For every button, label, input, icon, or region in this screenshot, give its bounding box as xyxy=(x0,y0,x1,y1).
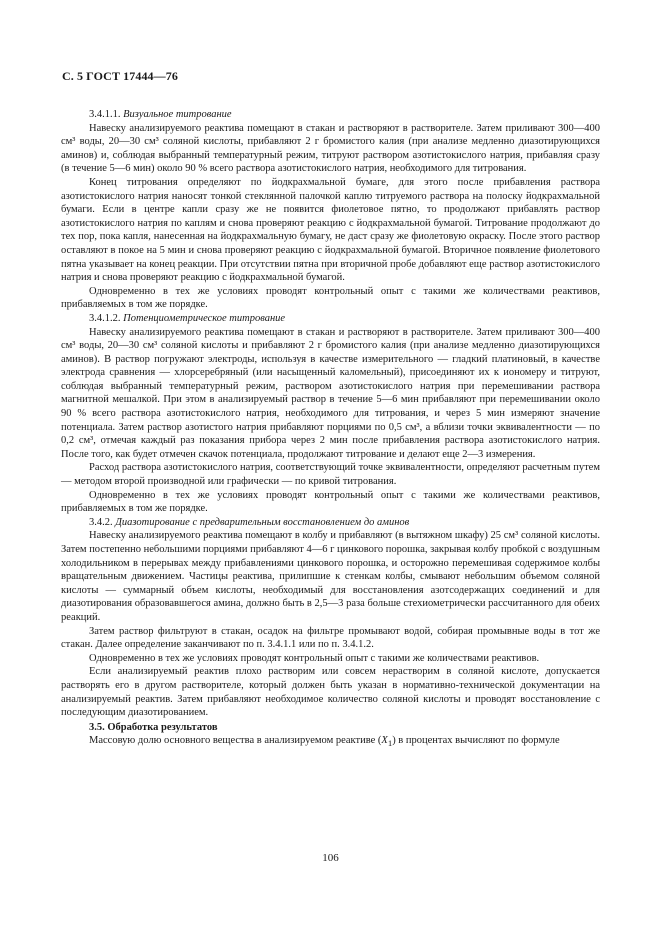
paragraph: Затем раствор фильтруют в стакан, осадок на фильтре промывают водой, собирая промывные воды в тот же стакан. Далее определение заканчивают по п. 3.4.1.1 или по п. 3.4.1.2. xyxy=(61,625,600,651)
paragraph: Навеску анализируемого реактива помещают в колбу и прибавляют (в вытяжном шкафу) 25 см³ соляной кислоты. Затем постепенно небольшими порциями прибавляют 4—6 г цинкового порошка, закрывая колбу пробкой с воздушным холодильником в перерывах между прибавлениями цинкового порошка, и осторожно перемешивая содержимое колбы вращательным движением. Частицы реактива, прилипшие к стенкам колбы, смывают небольшим объемом соляной кислоты — суммарный объем кислоты, необходимый для восстановления азотсодержащих соединений и для диазотирования образовавшегося амина, должно быть в 2,5—3 раза больше стехиометрически рассчитанного для обеих реакций. xyxy=(61,530,600,623)
section-heading-3-4-1-1: 3.4.1.1. Визуальное титрование xyxy=(89,109,232,120)
section-heading-3-5: 3.5. Обработка результатов xyxy=(89,721,218,733)
page-header: С. 5 ГОСТ 17444—76 xyxy=(62,69,178,83)
paragraph: Навеску анализируемого реактива помещают в стакан и растворяют в растворителе. Затем приливают 300—400 см³ воды, 20—30 см³ соляной кислоты, прибавляют 2 г бромистого калия (при анализе медленно диазотирующихся аминов) и, соблюдая выбранный температурный режим, титруют раствором азотистокислого натрия, прибавляя сразу (в течение 5—6 мин) около 90 % всего раствора азотистокислого натрия, необходимого для титрования. xyxy=(61,122,600,175)
page-number: 106 xyxy=(322,852,339,864)
paragraph-formula-intro: Массовую долю основного вещества в анализируемом реактиве $(X_1)$ в процентах вычисляют по формуле xyxy=(89,735,560,749)
paragraph: Расход раствора азотистокислого натрия, соответствующий точке эквивалентности, определяют расчетным путем — методом второй производной или графически — по кривой титрования. xyxy=(61,462,600,488)
section-heading-3-4-2: 3.4.2. Диазотирование с предварительным восстановлением до аминов xyxy=(89,516,410,528)
paragraph: Одновременно в тех же условиях проводят контрольный опыт с такими же количествами реактивов, прибавляемых в том же порядке. xyxy=(61,285,600,311)
paragraph: Одновременно в тех же условиях проводят контрольный опыт с такими же количествами реактивов. xyxy=(89,652,540,664)
paragraph: Одновременно в тех же условиях проводят контрольный опыт с такими же количествами реактивов, прибавляемых в том же порядке. xyxy=(61,489,600,515)
paragraph: Навеску анализируемого реактива помещают в стакан и растворяют в растворителе. Затем приливают 300—400 см³ воды, 20—30 см³ соляной кислоты и прибавляют 2 г бромистого калия (при анализе медленно диазотирующихся аминов). В раствор погружают электроды, используя в качестве измерительного — гладкий платиновый, в качестве электрода сравнения — хлорсеребряный (или насыщенный каломельный), присоединяют их к иономеру и титруют, соблюдая выбранный температурный режим, раствором азотистокислого натрия при перемешивании раствора магнитной мешалкой. При этом в анализируемый раствор в течение 5—6 мин прибавляют при перемешивании около 90 % всего раствора азотистокислого натрия, необходимого для титрования, и через 5 мин измеряют значение потенциала. Затем раствор азотистого натрия прибавляют порциями по 0,5 см³, а вблизи точки эквивалентности — по 0,2 см³, отмечая каждый раз показания прибора через 2 мин после прибавления раствора азотистокислого натрия. После того, как будет отмечен скачок потенциала, продолжают титрование и делают еще 2—3 измерения. xyxy=(61,326,600,460)
paragraph: Конец титрования определяют по йодкрахмальной бумаге, для этого после прибавления раствора азотистокислого натрия наносят тонкой стеклянной палочкой каплю титруемого раствора на полоску йодкрахмальной бумаги. Если в центре капли сразу же не появится фиолетовое пятно, то продолжают прибавлять раствор азотистокислого натрия по каплям и снова проверяют реакцию с йодкрахмальной бумагой. Титрование продолжают до тех пор, пока капля, нанесенная на йодкрахмальную бумагу, не даст сразу же фиолетовую окраску. После этого раствор оставляют в покое на 5 мин и снова проверяют реакцию с йодкрахмальной бумагой. Вторичное появление фиолетового пятна указывает на конец реакции. При отсутствии пятна при вторичной пробе добавляют еще раствор азотистокислого натрия и снова проверяют реакцию с йодкрахмальной бумагой. xyxy=(61,176,600,284)
section-heading-3-4-1-2: 3.4.1.2. Потенциометрическое титрование xyxy=(89,312,286,324)
paragraph: Если анализируемый реактив плохо растворим или совсем нерастворим в соляной кислоте, допускается растворять его в другом растворителе, который должен быть указан в нормативно-технической документации на анализируемый реактив. Затем прибавляют необходимое количество соляной кислоты и проводят восстановление с последующим диазотированием. xyxy=(61,666,600,719)
document-body xyxy=(61,108,600,751)
